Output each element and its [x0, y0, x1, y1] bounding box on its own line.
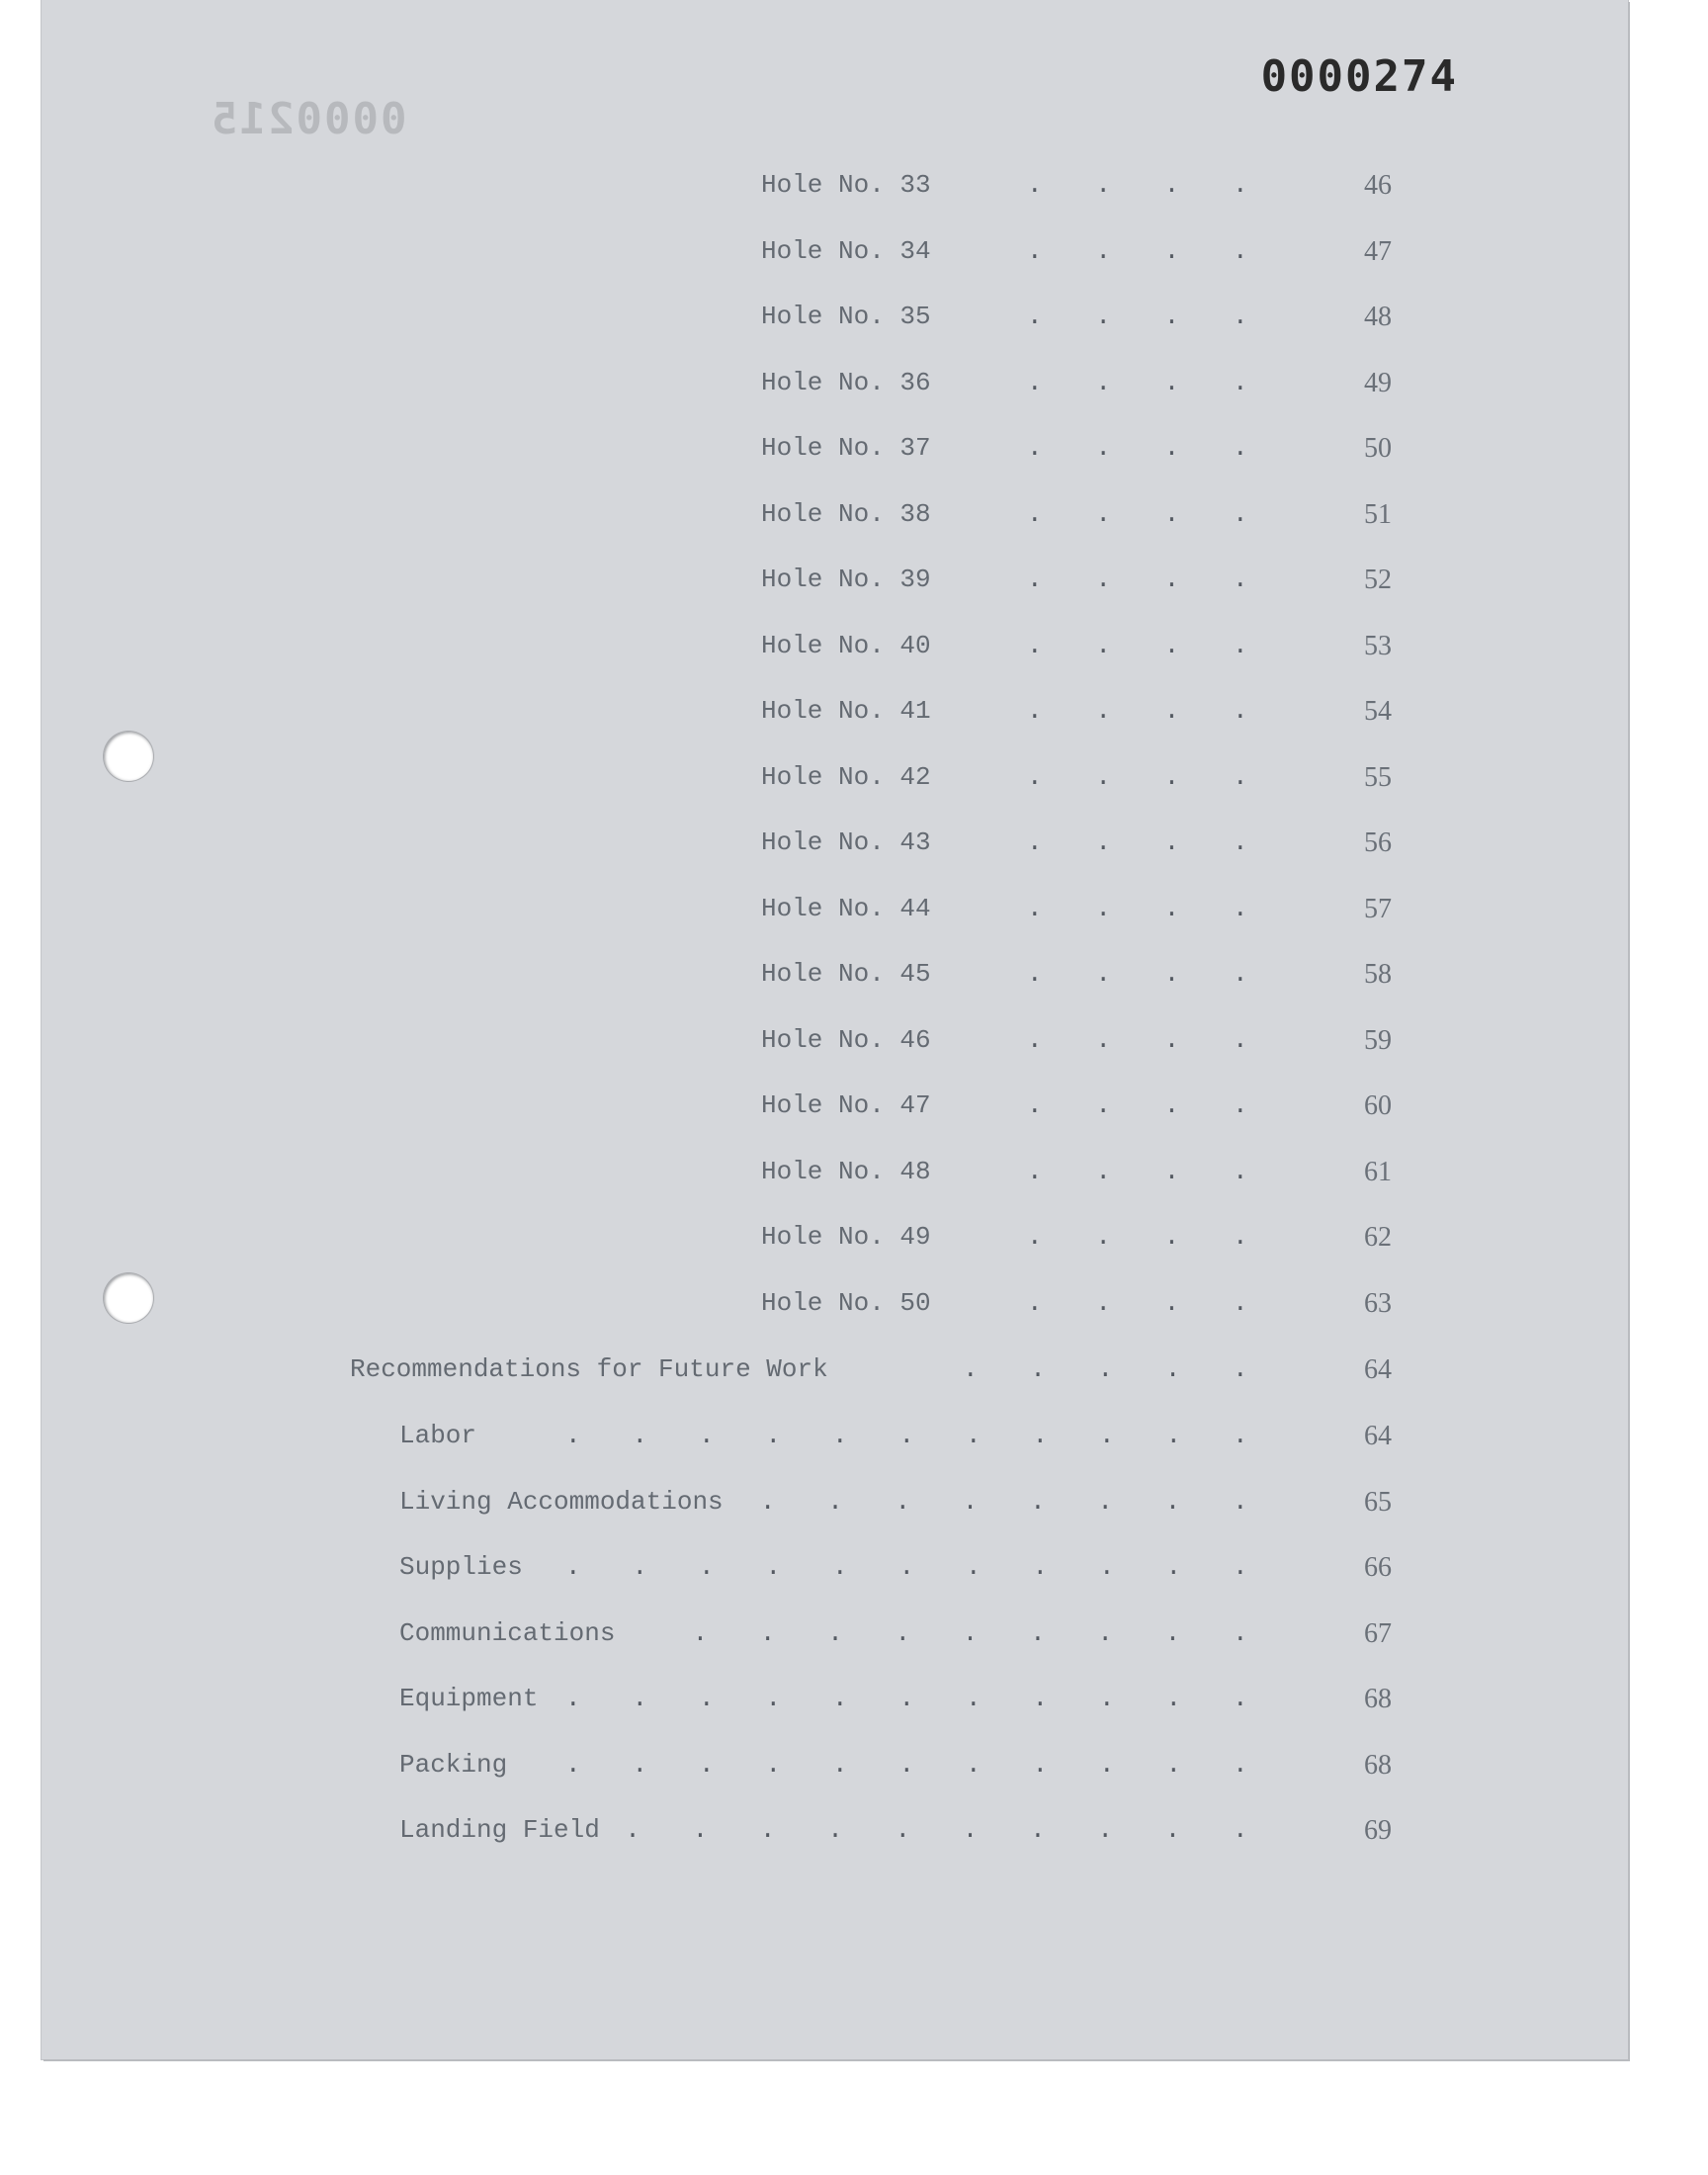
toc-entry-label: Hole No. 46	[761, 1024, 931, 1055]
bleed-through-stamp-number: 0000215	[210, 94, 407, 144]
toc-section-heading	[42, 1354, 1524, 1394]
dot-leader: . . . .	[1027, 761, 1248, 792]
toc-entry-label: Recommendations for Future Work	[350, 1354, 828, 1384]
toc-entry-label: Hole No. 39	[761, 565, 931, 594]
toc-page-number: 57	[1364, 893, 1392, 924]
dot-leader: . . . .	[1027, 696, 1248, 726]
dot-leader: . . . .	[1027, 1024, 1248, 1055]
toc-sub-entry	[42, 1684, 1524, 1723]
toc-sub-entry	[42, 1487, 1524, 1526]
toc-entry-hole	[42, 1157, 1524, 1196]
toc-entry-hole	[42, 762, 1524, 802]
toc-entry-hole	[42, 696, 1524, 736]
toc-entry-label: Equipment	[399, 1684, 539, 1713]
toc-entry-label: Landing Field	[399, 1815, 600, 1845]
toc-entry-label: Hole No. 40	[761, 630, 931, 660]
toc-page-number: 54	[1364, 696, 1392, 727]
toc-entry-hole	[42, 631, 1524, 670]
toc-page-number: 56	[1364, 827, 1392, 858]
dot-leader: . . . .	[1027, 893, 1248, 923]
toc-page-number: 67	[1364, 1617, 1392, 1649]
toc-page-number: 52	[1364, 565, 1392, 595]
toc-entry-hole	[42, 1090, 1524, 1130]
toc-entry-label: Hole No. 43	[761, 827, 931, 857]
toc-page-number: 68	[1364, 1684, 1392, 1714]
toc-sub-entry	[42, 1815, 1524, 1855]
toc-entry-label: Supplies	[399, 1552, 523, 1582]
toc-entry-hole	[42, 302, 1524, 341]
toc-page-number: 58	[1364, 959, 1392, 990]
toc-page-number: 53	[1364, 630, 1392, 661]
toc-entry-hole	[42, 236, 1524, 276]
toc-entry-hole	[42, 565, 1524, 604]
toc-page-number: 66	[1364, 1552, 1392, 1583]
dot-leader: . . . .	[1027, 235, 1248, 266]
toc-page-number: 46	[1364, 170, 1392, 201]
toc-entry-label: Hole No. 42	[761, 761, 931, 792]
toc-page-number: 64	[1364, 1421, 1392, 1451]
toc-entry-hole	[42, 1222, 1524, 1262]
toc-entry-label: Hole No. 45	[761, 959, 931, 989]
toc-page-number: 49	[1364, 367, 1392, 398]
toc-page-number: 63	[1364, 1287, 1392, 1319]
toc-entry-label: Hole No. 38	[761, 498, 931, 529]
toc-page-number: 50	[1364, 433, 1392, 464]
toc-entry-label: Hole No. 47	[761, 1090, 931, 1120]
toc-page-number: 48	[1364, 302, 1392, 332]
toc-page-number: 59	[1364, 1024, 1392, 1056]
toc-page-number: 69	[1364, 1815, 1392, 1846]
toc-page-number: 61	[1364, 1156, 1392, 1187]
toc-entry-label: Hole No. 44	[761, 893, 931, 923]
toc-entry-label: Packing	[399, 1749, 508, 1780]
document-page	[42, 0, 1628, 2059]
toc-entry-hole	[42, 170, 1524, 210]
toc-page-number: 62	[1364, 1222, 1392, 1253]
toc-entry-label: Labor	[399, 1421, 477, 1450]
toc-entry-label: Hole No. 37	[761, 433, 931, 463]
toc-entry-label: Hole No. 49	[761, 1222, 931, 1252]
dot-leader: . . . .	[1027, 367, 1248, 397]
document-stamp-number: 0000274	[1260, 51, 1458, 102]
toc-page-number: 64	[1364, 1354, 1392, 1385]
toc-entry-hole	[42, 959, 1524, 999]
toc-entry-hole	[42, 368, 1524, 407]
dot-leader: . . . .	[1027, 1156, 1248, 1186]
toc-entry-hole	[42, 1288, 1524, 1328]
toc-entry-hole	[42, 499, 1524, 539]
toc-entry-label: Hole No. 50	[761, 1287, 931, 1318]
dot-leader: . . . . . . . . . . .	[565, 1684, 1248, 1713]
toc-sub-entry	[42, 1750, 1524, 1789]
dot-leader: . . . . .	[963, 1354, 1248, 1384]
toc-sub-entry	[42, 1421, 1524, 1460]
dot-leader: . . . .	[1027, 1222, 1248, 1252]
toc-page-number: 60	[1364, 1090, 1392, 1121]
toc-page-number: 47	[1364, 235, 1392, 267]
toc-entry-label: Hole No. 36	[761, 367, 931, 397]
dot-leader: . . . .	[1027, 630, 1248, 660]
dot-leader: . . . . . . . . . . .	[565, 1421, 1248, 1450]
toc-entry-label: Hole No. 35	[761, 302, 931, 331]
dot-leader: . . . . . . . . . .	[625, 1815, 1248, 1845]
dot-leader: . . . .	[1027, 565, 1248, 594]
dot-leader: . . . .	[1027, 170, 1248, 200]
toc-page-number: 51	[1364, 498, 1392, 530]
dot-leader: . . . . . . . . .	[692, 1617, 1248, 1648]
toc-page-number: 68	[1364, 1749, 1392, 1781]
toc-entry-hole	[42, 894, 1524, 933]
toc-page-number: 65	[1364, 1486, 1392, 1518]
dot-leader: . . . .	[1027, 302, 1248, 331]
dot-leader: . . . .	[1027, 959, 1248, 989]
dot-leader: . . . .	[1027, 433, 1248, 463]
dot-leader: . . . . . . . . . . .	[565, 1552, 1248, 1582]
dot-leader: . . . . . . . .	[759, 1486, 1248, 1517]
dot-leader: . . . . . . . . . . .	[565, 1749, 1248, 1780]
toc-entry-hole	[42, 433, 1524, 473]
toc-entry-hole	[42, 827, 1524, 867]
toc-entry-label: Hole No. 33	[761, 170, 931, 200]
dot-leader: . . . .	[1027, 1090, 1248, 1120]
toc-entry-label: Communications	[399, 1617, 616, 1648]
dot-leader: . . . .	[1027, 1287, 1248, 1318]
toc-entry-label: Hole No. 48	[761, 1156, 931, 1186]
toc-sub-entry	[42, 1618, 1524, 1658]
toc-entry-label: Living Accommodations	[399, 1486, 724, 1517]
toc-entry-label: Hole No. 34	[761, 235, 931, 266]
dot-leader: . . . .	[1027, 498, 1248, 529]
dot-leader: . . . .	[1027, 827, 1248, 857]
toc-page-number: 55	[1364, 761, 1392, 793]
toc-entry-label: Hole No. 41	[761, 696, 931, 726]
toc-entry-hole	[42, 1025, 1524, 1065]
toc-sub-entry	[42, 1552, 1524, 1592]
